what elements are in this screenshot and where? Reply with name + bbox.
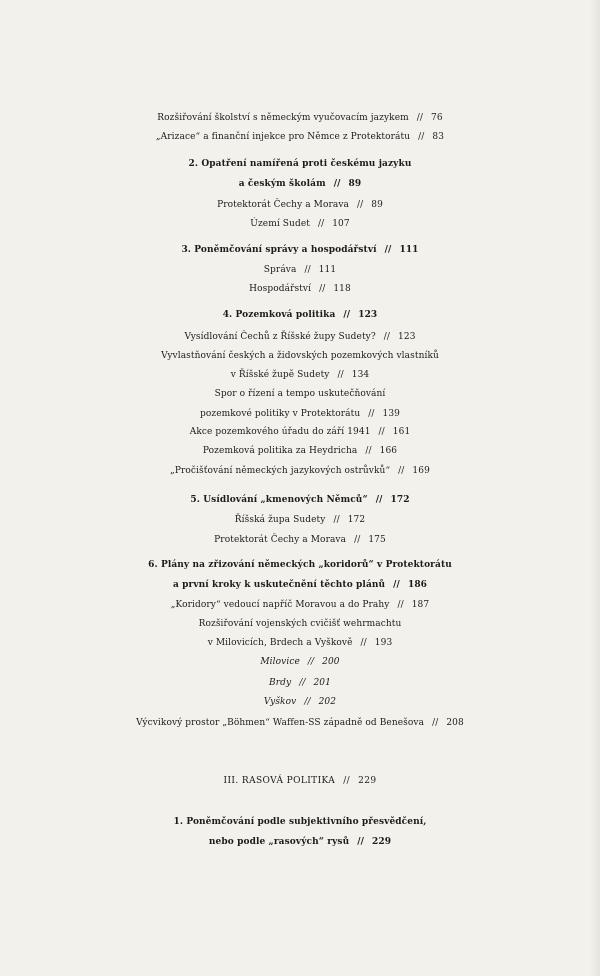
toc-entry-title: Vyvlastňování českých a židovských pozemkových vlastníků bbox=[161, 351, 439, 361]
toc-entry bbox=[0, 692, 600, 712]
toc-entry-separator: // bbox=[343, 310, 351, 320]
toc-entry-title: Rozšiřování vojenských cvičišť wehrmachtu bbox=[198, 619, 402, 629]
toc-entry-title: 2. Opatření namířená proti českému jazyku bbox=[188, 159, 412, 169]
toc-entry-separator: // bbox=[319, 284, 326, 294]
toc-entry-page-number: 118 bbox=[333, 284, 351, 294]
toc-entry-title: Vyškov bbox=[263, 697, 297, 707]
toc-entry bbox=[0, 195, 600, 215]
toc-entry bbox=[0, 832, 600, 852]
toc-entry-title: Vysídlování Čechů z Říšské župy Sudety? bbox=[184, 332, 376, 342]
toc-entry-page-number: 111 bbox=[318, 265, 337, 275]
toc-entry-separator: // bbox=[378, 427, 385, 437]
toc-entry-page-number: 83 bbox=[432, 132, 445, 142]
toc-entry-page-number: 200 bbox=[322, 657, 340, 667]
toc-entry-separator: // bbox=[333, 515, 340, 525]
toc-entry-page-number: 201 bbox=[313, 678, 331, 688]
toc-entry-title: 6. Plány na zřizování německých „koridorů“ v Protektorátu bbox=[148, 560, 452, 570]
toc-entry-page-number: 134 bbox=[351, 370, 370, 380]
toc-entry bbox=[0, 404, 600, 424]
toc-entry-separator: // bbox=[360, 638, 367, 648]
toc-entry-title: Brdy bbox=[269, 678, 292, 688]
toc-entry-separator: // bbox=[398, 466, 405, 476]
toc-entry-title: Hospodářství bbox=[249, 284, 312, 294]
toc-entry bbox=[0, 614, 600, 634]
toc-entry-title: „Pročišťování německých jazykových ostrůvků“ bbox=[170, 466, 391, 476]
toc-entry bbox=[0, 305, 600, 325]
toc-entry-page-number: 166 bbox=[379, 446, 398, 456]
toc-entry-page-number: 208 bbox=[446, 718, 464, 728]
toc-entry bbox=[0, 713, 600, 733]
toc-entry-title: a českým školám bbox=[238, 179, 326, 189]
toc-entry-title: Spor o řízení a tempo uskutečňování bbox=[214, 389, 386, 399]
toc-entry-title: Pozemková politika za Heydricha bbox=[202, 446, 358, 456]
toc-entry-title: „Arizace“ a finanční injekce pro Němce z Protektorátu bbox=[155, 132, 411, 142]
toc-entry bbox=[0, 490, 600, 510]
toc-entry-separator: // bbox=[384, 245, 392, 255]
toc-entry-page-number: 139 bbox=[382, 409, 401, 419]
toc-entry-separator: // bbox=[304, 265, 311, 275]
toc-entry-separator: // bbox=[357, 837, 365, 847]
toc-entry-page-number: 229 bbox=[358, 776, 377, 786]
toc-entry-separator: // bbox=[333, 179, 341, 189]
toc-entry bbox=[0, 422, 600, 442]
toc-entry-page-number: 175 bbox=[368, 535, 386, 545]
toc-entry-title: Protektorát Čechy a Morava bbox=[217, 200, 349, 210]
toc-entry-title: III. RASOVÁ POLITIKA bbox=[223, 776, 336, 786]
toc-entry-separator: // bbox=[317, 219, 325, 229]
toc-entry-title: nebo podle „rasových“ rysů bbox=[208, 837, 350, 847]
toc-entry bbox=[0, 127, 600, 147]
toc-entry-separator: // bbox=[365, 446, 372, 456]
toc-entry-page-number: 193 bbox=[374, 638, 393, 648]
toc-entry-page-number: 111 bbox=[399, 245, 419, 255]
toc-entry-separator: // bbox=[416, 113, 424, 123]
toc-entry-page-number: 172 bbox=[347, 515, 366, 525]
toc-entry-page-number: 123 bbox=[398, 332, 416, 342]
toc-entry-title: Rozšiřování školství s německým vyučovacím jazykem bbox=[157, 113, 409, 123]
toc-entry bbox=[0, 510, 600, 530]
toc-entry bbox=[0, 441, 600, 461]
toc-entry-title: „Koridory“ vedoucí napříč Moravou a do Prahy bbox=[170, 600, 390, 610]
toc-entry-page-number: 76 bbox=[431, 113, 443, 123]
toc-entry-title: Akce pozemkového úřadu do září 1941 bbox=[189, 427, 371, 437]
toc-entry-title: a první kroky k uskutečnění těchto plánů bbox=[172, 580, 386, 590]
toc-entry bbox=[0, 633, 600, 653]
toc-entry-page-number: 123 bbox=[358, 310, 378, 320]
toc-entry-page-number: 169 bbox=[412, 466, 430, 476]
toc-entry-title: Říšská župa Sudety bbox=[234, 515, 326, 525]
toc-entry-title: 3. Poněmčování správy a hospodářství bbox=[181, 245, 377, 255]
toc-entry bbox=[0, 461, 600, 481]
toc-entry-title: Správa bbox=[263, 265, 297, 275]
toc-entry-title: Milovice bbox=[260, 657, 300, 667]
toc-entry-separator: // bbox=[368, 409, 375, 419]
toc-entry-title: 1. Poněmčování podle subjektivního přesvědčení, bbox=[173, 817, 427, 827]
toc-entry-page-number: 89 bbox=[348, 179, 362, 189]
toc-entry bbox=[0, 384, 600, 404]
toc-entry-page-number: 187 bbox=[411, 600, 430, 610]
toc-entry-separator: // bbox=[375, 495, 383, 505]
toc-entry-separator: // bbox=[357, 200, 364, 210]
toc-entry bbox=[0, 812, 600, 832]
toc-entry-page-number: 107 bbox=[332, 219, 350, 229]
toc-entry-title: Výcvikový prostor „Böhmen“ Waffen-SS západně od Benešova bbox=[136, 718, 425, 728]
toc-entry-separator: // bbox=[354, 535, 361, 545]
toc-entry bbox=[0, 673, 600, 693]
toc-entry bbox=[0, 260, 600, 280]
toc-entry bbox=[0, 327, 600, 347]
toc-entry-separator: // bbox=[304, 697, 311, 707]
toc-entry-separator: // bbox=[393, 580, 400, 590]
toc-entry-page-number: 202 bbox=[318, 697, 337, 707]
toc-entry-separator: // bbox=[343, 776, 351, 786]
toc-entry bbox=[0, 108, 600, 128]
toc-entry-separator: // bbox=[337, 370, 344, 380]
toc-entry bbox=[0, 174, 600, 194]
toc-entry-separator: // bbox=[418, 132, 425, 142]
toc-entry bbox=[0, 771, 600, 791]
toc-entry-separator: // bbox=[397, 600, 404, 610]
toc-entry bbox=[0, 555, 600, 575]
toc-entry-separator: // bbox=[383, 332, 391, 342]
toc-entry-separator: // bbox=[299, 678, 306, 688]
toc-entry bbox=[0, 595, 600, 615]
toc-entry bbox=[0, 530, 600, 550]
toc-entry bbox=[0, 240, 600, 260]
toc-entry-title: 4. Pozemková politika bbox=[222, 310, 336, 320]
toc-entry bbox=[0, 346, 600, 366]
toc-entry bbox=[0, 575, 600, 595]
toc-entry bbox=[0, 154, 600, 174]
toc-entry-title: 5. Usídlování „kmenových Němců“ bbox=[190, 495, 368, 505]
toc-entry-page-number: 229 bbox=[372, 837, 392, 847]
toc-entry-page-number: 89 bbox=[371, 200, 383, 210]
toc-entry-separator: // bbox=[307, 657, 315, 667]
toc-entry-title: Území Sudet bbox=[250, 219, 310, 229]
toc-entry-page-number: 186 bbox=[407, 580, 428, 590]
toc-entry bbox=[0, 652, 600, 672]
toc-entry-title: pozemkové politiky v Protektorátu bbox=[199, 409, 361, 419]
toc-entry-page-number: 172 bbox=[390, 495, 410, 505]
toc-entry-page-number: 161 bbox=[392, 427, 411, 437]
toc-entry-title: v Milovicích, Brdech a Vyškově bbox=[207, 638, 353, 648]
toc-entry bbox=[0, 279, 600, 299]
toc-entry-title: v Říšské župě Sudety bbox=[230, 370, 330, 380]
toc-entry bbox=[0, 365, 600, 385]
toc-entry-title: Protektorát Čechy a Morava bbox=[214, 535, 347, 545]
toc-entry bbox=[0, 214, 600, 234]
toc-entry-separator: // bbox=[432, 718, 439, 728]
